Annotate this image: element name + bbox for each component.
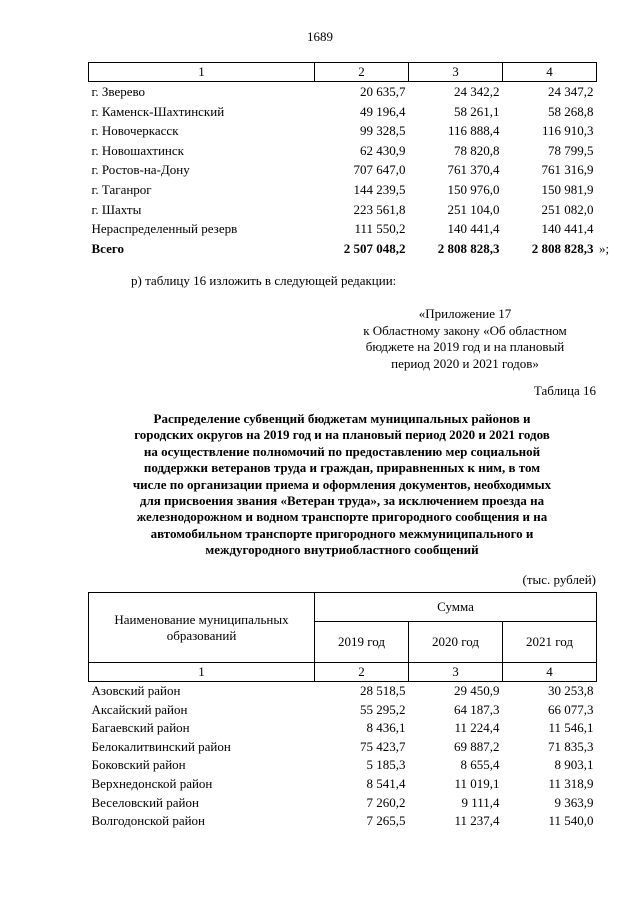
value-2020: 78 820,8 xyxy=(454,142,500,158)
value-2021: 78 799,5 xyxy=(548,142,594,158)
value-2020: 761 370,4 xyxy=(447,162,500,178)
value-2021: 71 835,3 xyxy=(548,738,594,754)
value-2021: 11 540,0 xyxy=(548,813,594,829)
municipality-name: г. Новочеркасск xyxy=(91,123,179,139)
value-2019: 7 265,5 xyxy=(366,813,406,829)
value-2020: 24 342,2 xyxy=(454,84,500,99)
municipality-name: г. Таганрог xyxy=(91,181,152,197)
municipality-name: Веселовский район xyxy=(91,794,199,810)
table-row xyxy=(89,756,597,775)
value-2020: 116 888,4 xyxy=(447,123,500,139)
municipality-name: г. Ростов-на-Дону xyxy=(91,162,190,178)
table-row xyxy=(89,719,597,738)
closing-quote: »; xyxy=(599,241,610,256)
amendment-paragraph: р) таблицу 16 изложить в следующей редакции: xyxy=(131,273,397,288)
value-2021: 30 253,8 xyxy=(548,683,594,698)
caption-line: Распределение субвенций бюджетам муниципальных районов и xyxy=(153,411,531,426)
value-2021: 8 903,1 xyxy=(554,757,594,773)
value-2019: 99 328,5 xyxy=(360,123,406,139)
table-row xyxy=(89,200,597,220)
column-number: 1 xyxy=(89,663,315,682)
value-2020: 9 111,4 xyxy=(461,794,500,810)
table-row xyxy=(89,180,597,200)
total-row xyxy=(89,239,597,259)
table-caption xyxy=(88,411,596,559)
caption-line: поддержки ветеранов труда и граждан, приравненных к ним, в том xyxy=(143,460,541,476)
column-number: 3 xyxy=(409,663,503,682)
value-2019: 75 423,7 xyxy=(360,738,406,754)
total-2019: 2 507 048,2 xyxy=(343,240,406,256)
value-2020: 64 187,3 xyxy=(454,701,500,717)
column-number-row xyxy=(89,663,597,682)
value-2019: 5 185,3 xyxy=(366,757,406,773)
value-2019: 223 561,8 xyxy=(353,201,406,217)
value-2021: 24 347,2 xyxy=(548,84,594,99)
value-2020: 11 019,1 xyxy=(454,775,500,791)
table-row xyxy=(89,701,597,720)
municipality-name: Аксайский район xyxy=(91,701,188,717)
column-number: 4 xyxy=(503,663,597,682)
total-2020: 2 808 828,3 xyxy=(437,240,500,256)
municipality-name: Багаевский район xyxy=(91,720,190,736)
table-header-row xyxy=(89,63,597,82)
value-2019: 55 295,2 xyxy=(360,701,406,717)
caption-line: на осуществление полномочий по предоставлению мер социальной xyxy=(143,443,541,459)
column-number: 4 xyxy=(503,63,597,82)
value-2021: 116 910,3 xyxy=(541,123,594,139)
value-2020: 29 450,9 xyxy=(454,683,500,698)
caption-line: городских округов на 2019 год и на плановый период 2020 и 2021 годов xyxy=(134,427,550,443)
appendix-line: к Областному закону «Об областном xyxy=(363,322,567,338)
value-2019: 8 541,4 xyxy=(366,775,406,791)
caption-line: для присвоения звания «Ветеран труда», за исключением проезда на xyxy=(139,493,545,509)
value-2021: 11 546,1 xyxy=(548,720,594,736)
value-2021: 140 441,4 xyxy=(541,221,594,237)
caption-line: автомобильном транспорте пригородного межмуниципального и xyxy=(150,525,534,541)
table-row xyxy=(89,141,597,161)
value-2020: 251 104,0 xyxy=(447,201,500,217)
header-municipality: Наименование муниципальных образований xyxy=(89,593,315,663)
value-2020: 11 224,4 xyxy=(454,720,500,736)
value-2019: 62 430,9 xyxy=(360,142,406,158)
header-year: 2020 год xyxy=(409,622,503,663)
caption-line: междугородного внутриобластного сообщений xyxy=(205,542,479,558)
municipality-name: Азовский район xyxy=(91,683,181,698)
value-2019: 111 550,2 xyxy=(354,221,406,237)
header-sum: Сумма xyxy=(315,593,597,622)
table-row xyxy=(89,219,597,239)
column-number: 2 xyxy=(315,63,409,82)
value-2021: 9 363,9 xyxy=(554,794,594,810)
table-row xyxy=(89,794,597,813)
value-2019: 20 635,7 xyxy=(360,84,406,99)
total-label: Всего xyxy=(91,240,124,256)
value-2021: 58 268,8 xyxy=(548,103,594,119)
value-2020: 8 655,4 xyxy=(460,757,500,773)
page-number: 1689 xyxy=(307,29,333,44)
municipality-name: г. Новошахтинск xyxy=(91,142,184,158)
table-row xyxy=(89,812,597,831)
table-row xyxy=(89,102,597,122)
municipality-name: Нераспределенный резерв xyxy=(91,221,238,237)
value-2020: 58 261,1 xyxy=(454,103,500,119)
municipality-name: Волгодонской район xyxy=(91,813,206,829)
caption-line: железнодорожном и водном транспорте пригородного сообщения и на xyxy=(136,509,548,525)
appendix-line: бюджете на 2019 год и на плановый xyxy=(365,339,565,354)
header-year: 2019 год xyxy=(315,622,409,663)
municipality-name: Белокалитвинский район xyxy=(91,738,231,754)
value-2020: 140 441,4 xyxy=(447,221,500,237)
header-year: 2021 год xyxy=(503,622,597,663)
subsidy-table xyxy=(88,592,597,831)
value-2021: 150 981,9 xyxy=(541,181,594,197)
value-2019: 7 260,2 xyxy=(366,794,406,810)
municipality-name: г. Каменск-Шахтинский xyxy=(91,103,225,119)
column-number: 2 xyxy=(315,663,409,682)
caption-line: числе по организации приема и оформления документов, необходимых xyxy=(132,476,552,492)
units-label: (тыс. рублей) xyxy=(522,572,596,587)
table-row xyxy=(89,738,597,757)
appendix-reference xyxy=(330,306,600,372)
table-row xyxy=(89,160,597,180)
column-number: 1 xyxy=(89,63,315,82)
appendix-line: «Приложение 17 xyxy=(418,306,512,321)
table-header-row xyxy=(89,593,597,622)
table-row xyxy=(89,121,597,141)
value-2021: 66 077,3 xyxy=(548,701,594,717)
value-2021: 251 082,0 xyxy=(541,201,594,217)
municipality-name: г. Зверево xyxy=(91,84,146,99)
municipality-name: Боковский район xyxy=(91,757,186,773)
value-2019: 8 436,1 xyxy=(366,720,406,736)
value-2021: 761 316,9 xyxy=(541,162,594,178)
value-2020: 69 887,2 xyxy=(454,738,500,754)
value-2019: 707 647,0 xyxy=(353,162,406,178)
value-2021: 11 318,9 xyxy=(548,775,594,791)
value-2020: 11 237,4 xyxy=(454,813,500,829)
table-row xyxy=(89,775,597,794)
table-row xyxy=(89,82,597,102)
table-continuation xyxy=(88,62,597,258)
value-2019: 144 239,5 xyxy=(353,181,406,197)
total-2021: 2 808 828,3 xyxy=(531,240,594,256)
table-row xyxy=(89,682,597,701)
value-2019: 49 196,4 xyxy=(360,103,406,119)
municipality-name: г. Шахты xyxy=(91,201,142,217)
appendix-line: период 2020 и 2021 годов» xyxy=(391,355,539,371)
table-label: Таблица 16 xyxy=(533,383,596,398)
value-2019: 28 518,5 xyxy=(360,683,406,698)
column-number: 3 xyxy=(409,63,503,82)
municipality-name: Верхнедонской район xyxy=(91,775,213,791)
value-2020: 150 976,0 xyxy=(447,181,500,197)
